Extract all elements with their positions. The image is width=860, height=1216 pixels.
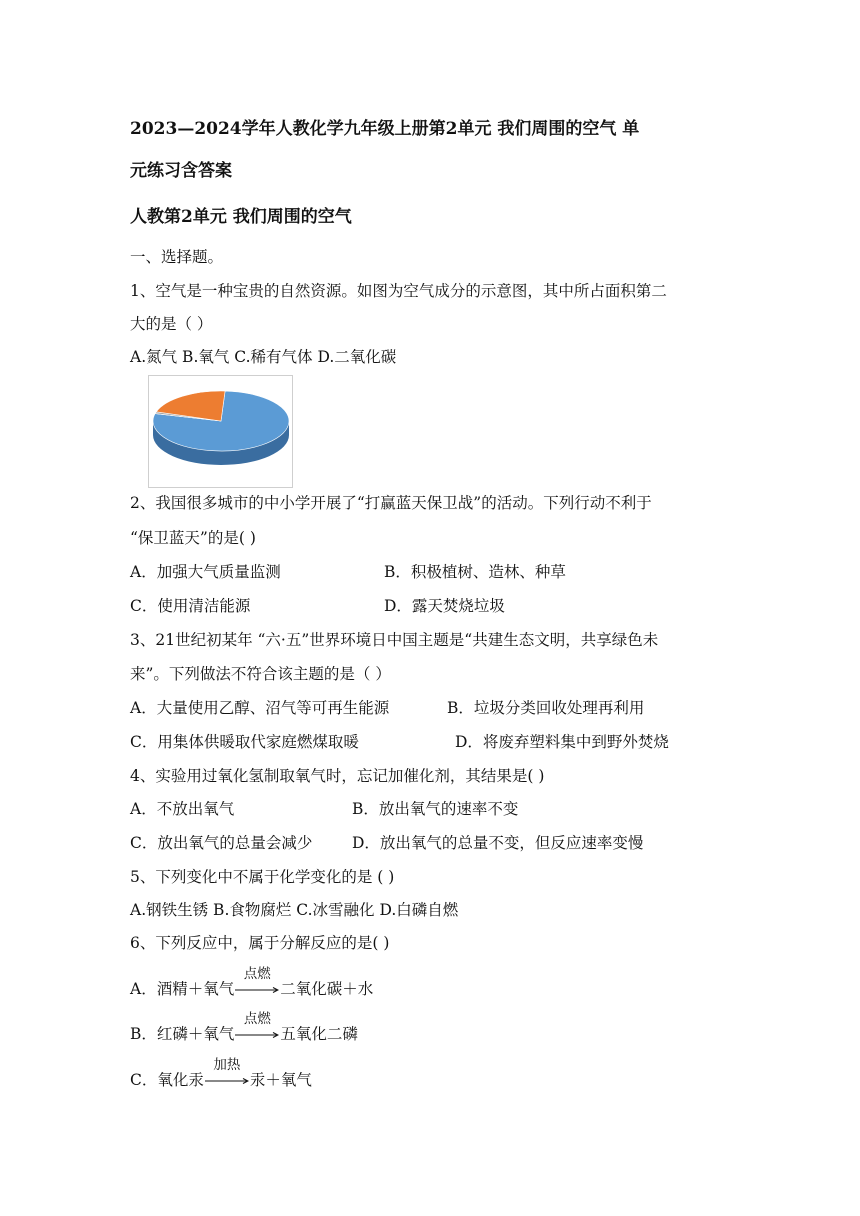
reaction-condition: 点燃 — [243, 966, 271, 982]
q2-option-b: B．积极植树、造林、种草 — [384, 563, 566, 581]
arrow-icon — [205, 1078, 249, 1084]
q2-stem-line1: 2、我国很多城市的中小学开展了“打赢蓝天保卫战”的活动。下列行动不利于 — [130, 494, 652, 512]
q1-stem-line2: 大的是（ ） — [130, 315, 213, 333]
document-title-line2: 元练习含答案 — [130, 161, 232, 181]
q4-option-b: B．放出氧气的速率不变 — [352, 800, 519, 818]
q1-options: A.氮气 B.氧气 C.稀有气体 D.二氧化碳 — [130, 348, 397, 366]
q2-option-c: C．使用清洁能源 — [130, 597, 251, 615]
pie-chart-svg — [149, 376, 292, 487]
q2-option-d: D．露天焚烧垃圾 — [384, 597, 505, 615]
q5-stem: 5、下列变化中不属于化学变化的是 ( ) — [130, 868, 395, 886]
reaction-arrow — [205, 1057, 249, 1091]
q6-option-a — [130, 966, 374, 1000]
q3-option-a: A．大量使用乙醇、沼气等可再生能源 — [130, 699, 390, 717]
q2-option-a: A．加强大气质量监测 — [130, 563, 281, 581]
reaction-arrow — [235, 966, 279, 1000]
q1-stem-line1: 1、空气是一种宝贵的自然资源。如图为空气成分的示意图，其中所占面积第二 — [130, 282, 667, 300]
q4-option-c: C．放出氧气的总量会减少 — [130, 834, 313, 852]
reaction-arrow — [235, 1011, 279, 1045]
arrow-icon — [235, 987, 279, 993]
q6-b-products: 五氧化二磷 — [280, 1025, 358, 1043]
q6-b-reactants: B．红磷＋氧气 — [130, 1025, 235, 1043]
q4-option-d: D．放出氧气的总量不变，但反应速率变慢 — [352, 834, 644, 852]
q3-stem-line2: 来”。下列做法不符合该主题的是（ ） — [130, 665, 391, 683]
q6-c-products: 汞＋氧气 — [249, 1071, 312, 1089]
q6-stem: 6、下列反应中，属于分解反应的是( ) — [130, 934, 390, 952]
q4-option-a: A．不放出氧气 — [130, 800, 235, 818]
q3-stem-line1: 3、21世纪初某年 “六·五”世界环境日中国主题是“共建生态文明，共享绿色未 — [130, 631, 659, 649]
q2-stem-line2: “保卫蓝天”的是( ) — [130, 529, 256, 547]
arrow-icon — [235, 1032, 279, 1038]
q3-option-c: C．用集体供暖取代家庭燃煤取暖 — [130, 733, 359, 751]
q6-a-reactants: A．酒精＋氧气 — [130, 980, 235, 998]
q6-option-b — [130, 1011, 358, 1045]
document-title-line1: 2023—2024学年人教化学九年级上册第2单元 我们周围的空气 单 — [130, 119, 640, 139]
q6-a-products: 二氧化碳＋水 — [280, 980, 374, 998]
air-composition-pie-chart — [148, 375, 293, 488]
q4-stem: 4、实验用过氧化氢制取氧气时，忘记加催化剂，其结果是( ) — [130, 767, 545, 785]
q6-c-reactants: C．氧化汞 — [130, 1071, 204, 1089]
reaction-condition: 加热 — [213, 1057, 241, 1073]
reaction-condition: 点燃 — [243, 1011, 271, 1027]
unit-subtitle: 人教第2单元 我们周围的空气 — [130, 207, 352, 227]
section-heading: 一、选择题。 — [130, 248, 224, 266]
q3-option-d: D．将废弃塑料集中到野外焚烧 — [455, 733, 669, 751]
q6-option-c — [130, 1057, 312, 1091]
q5-options: A.钢铁生锈 B.食物腐烂 C.冰雪融化 D.白磷自燃 — [130, 901, 459, 919]
q3-option-b: B．垃圾分类回收处理再利用 — [447, 699, 645, 717]
